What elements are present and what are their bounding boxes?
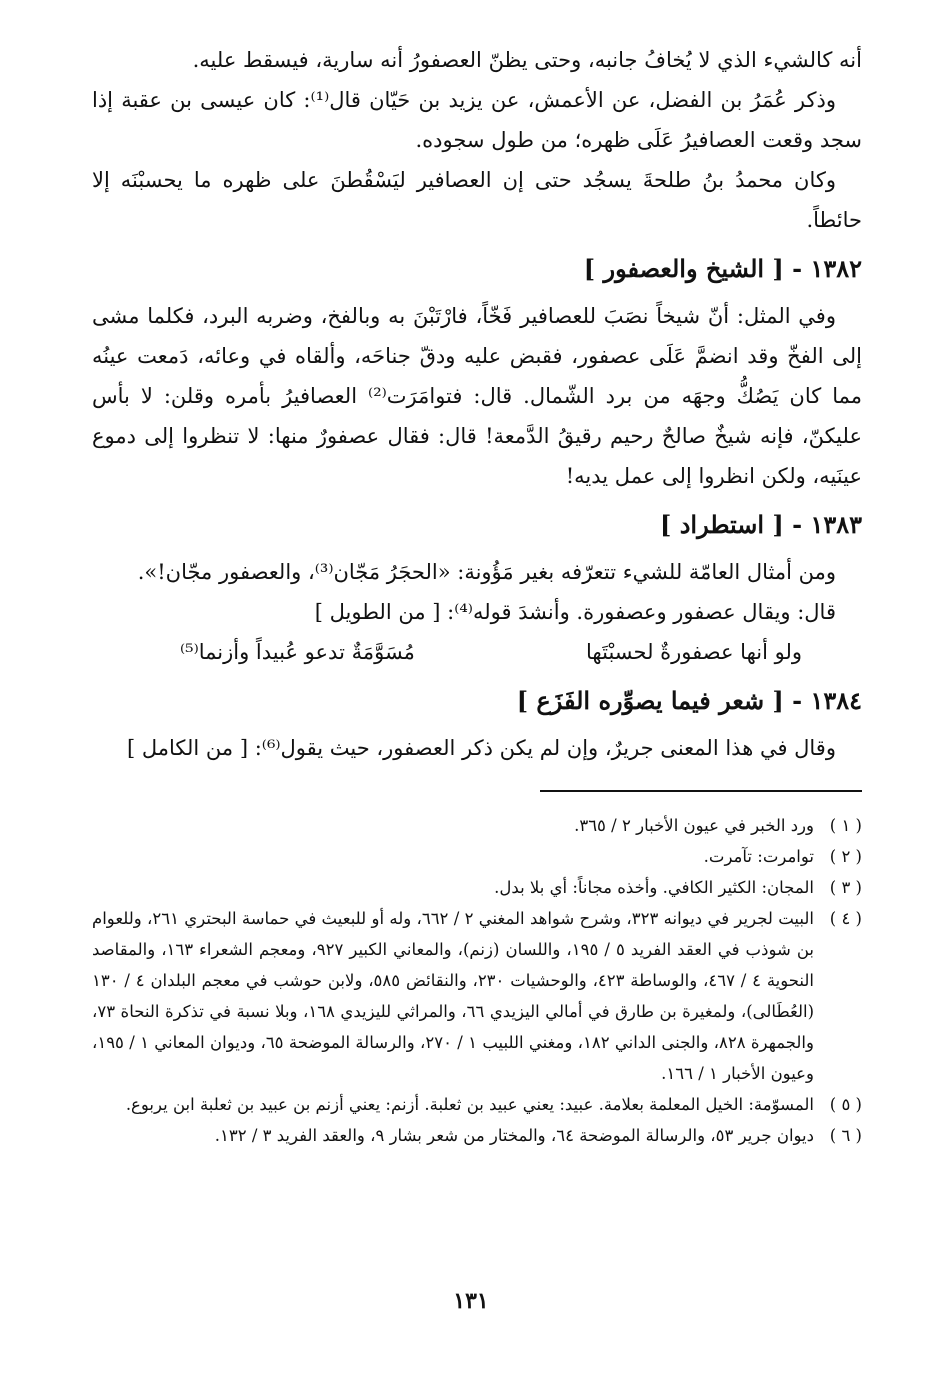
section-heading: ١٣٨٤ - [ شعر فيما يصوِّره الفَزَع ] xyxy=(516,686,862,715)
footnote xyxy=(92,1120,862,1151)
verse-second-hemistich: مُسَوَّمَةٌ تدعو عُبيداً وأزنما⁽⁵⁾ xyxy=(180,640,415,664)
footnote-text: توامرت: تآمرت. xyxy=(703,847,814,866)
paragraph: وقال في هذا المعنى جريرٌ، وإن لم يكن ذكر العصفور، حيث يقول⁽⁶⁾: [ من الكامل ] xyxy=(127,736,836,760)
footnote-number: ( ١ ) xyxy=(829,816,862,835)
footnote xyxy=(92,1089,862,1120)
footnote xyxy=(92,841,862,872)
footnote-text: ورد الخبر في عيون الأخبار ٢ / ٣٦٥. xyxy=(574,816,814,835)
footnotes xyxy=(92,810,862,1151)
paragraph: أنه كالشيء الذي لا يُخافُ جانبه، وحتى يظنّ العصفورُ أنه سارية، فيسقط عليه. xyxy=(192,48,862,72)
footnote-separator xyxy=(92,782,862,804)
poetry-verse xyxy=(92,632,862,672)
main-text xyxy=(92,40,862,768)
footnote-text: البيت لجرير في ديوانه ٣٢٣، وشرح شواهد المغني ٢ / ٦٦٢، وله أو للبعيث في حماسة البحتري ٢٦١، وللعوام بن شوذب في العقد الفريد ٥ / ١٩٥، واللسان (زنم)، والمعاني الكبير ٩٢٧، ومعجم الشعراء ١٦٣، والمقاصد النحوية ٤ / ٤٦٧، والوساطة ٤٢٣، والوحشيات ٢٣٠، والنقائض ٥٨٥، ولابن حوشب في معجم البلدان ٤ / ١٣٠ (العُطَالى)، ولمغيرة بن طارق في أمالي اليزيدي ٦٦، والمراثي لليزيدي ١٦٨، وبلا نسبة في تذكرة النحاة ٧٣، والجمهرة ٨٢٨، والجنى الداني ١٨٢، ومغني اللبيب ١ / ٢٧٠، والرسالة الموضحة ٦٥، وديوان المعاني ١ / ١٩٥، وعيون الأخبار ١ / ١٦٦. xyxy=(92,909,815,1083)
paragraph: وفي المثل: أنّ شيخاً نصَبَ للعصافير فَخّاً، فارْتَبْنَ به وبالفخ، وضربه البرد، فكلما مشى إلى الفخّ وقد انضمَّ عَلَى عصفور، فقبض عليه ودقّ جناحَه، وألقاه في وعائه، دَمعت عينُه مما كان يَصُكُّ وجهَه من برد الشّمال. قال: فتوامَرَت⁽²⁾ العصافيرُ بأمره وقلن: لا بأس عليكنّ، فإنه شيخٌ صالحٌ رحيم رقيقُ الدَّمعة! قال: فقال عصفورٌ منها: لا تنظروا إلى دموع عينَيه، ولكن انظروا إلى عمل يديه! xyxy=(92,304,862,488)
section-heading: ١٣٨٣ - [ استطراد ] xyxy=(660,510,862,539)
page-number: ١٣١ xyxy=(453,1288,489,1314)
footnote-number: ( ٥ ) xyxy=(829,1095,862,1114)
footnote xyxy=(92,810,862,841)
footnote-number: ( ٦ ) xyxy=(829,1126,862,1145)
footnote-text: المجان: الكثير الكافي. وأخذه مجاناً: أي بلا بدل. xyxy=(494,878,814,897)
paragraph: وكان محمدُ بنُ طلحةَ يسجُد حتى إن العصافير ليَسْقُطنَ على ظهره ما يحسبْنَه إلا حائطاً. xyxy=(92,168,862,232)
verse-first-hemistich: ولو أنها عصفورةٌ لحسبْتَها xyxy=(586,640,802,664)
page-content xyxy=(92,40,862,1151)
footnote-text: ديوان جرير ٥٣، والرسالة الموضحة ٦٤، والمختار من شعر بشار ٩، والعقد الفريد ٣ / ١٣٢. xyxy=(214,1126,814,1145)
footnote-number: ( ٣ ) xyxy=(829,878,862,897)
footnote-number: ( ٢ ) xyxy=(829,847,862,866)
paragraph: قال: ويقال عصفور وعصفورة. وأنشدَ قوله⁽⁴⁾: [ من الطويل ] xyxy=(314,600,836,624)
footnote-text: المسوّمة: الخيل المعلمة بعلامة. عبيد: يعني عبيد بن ثعلبة. أزنم: يعني أزنم بن عبيد بن ثعلبة ابن يربوع. xyxy=(125,1095,814,1114)
section-heading: ١٣٨٢ - [ الشيخ والعصفور ] xyxy=(583,254,862,283)
paragraph: وذكر عُمَرُ بن الفضل، عن الأعمش، عن يزيد بن حَيّان قال⁽¹⁾: كان عيسى بن عقبة إذا سجد وقعت العصافيرُ عَلَى ظهره؛ من طول سجوده. xyxy=(92,88,862,152)
footnote xyxy=(92,903,862,1089)
paragraph: ومن أمثال العامّة للشيء تتعرّفه بغير مَؤُونة: «الحجَرُ مَجّان⁽³⁾، والعصفور مجّان!». xyxy=(137,560,836,584)
footnote xyxy=(92,872,862,903)
footnote-number: ( ٤ ) xyxy=(829,909,862,928)
